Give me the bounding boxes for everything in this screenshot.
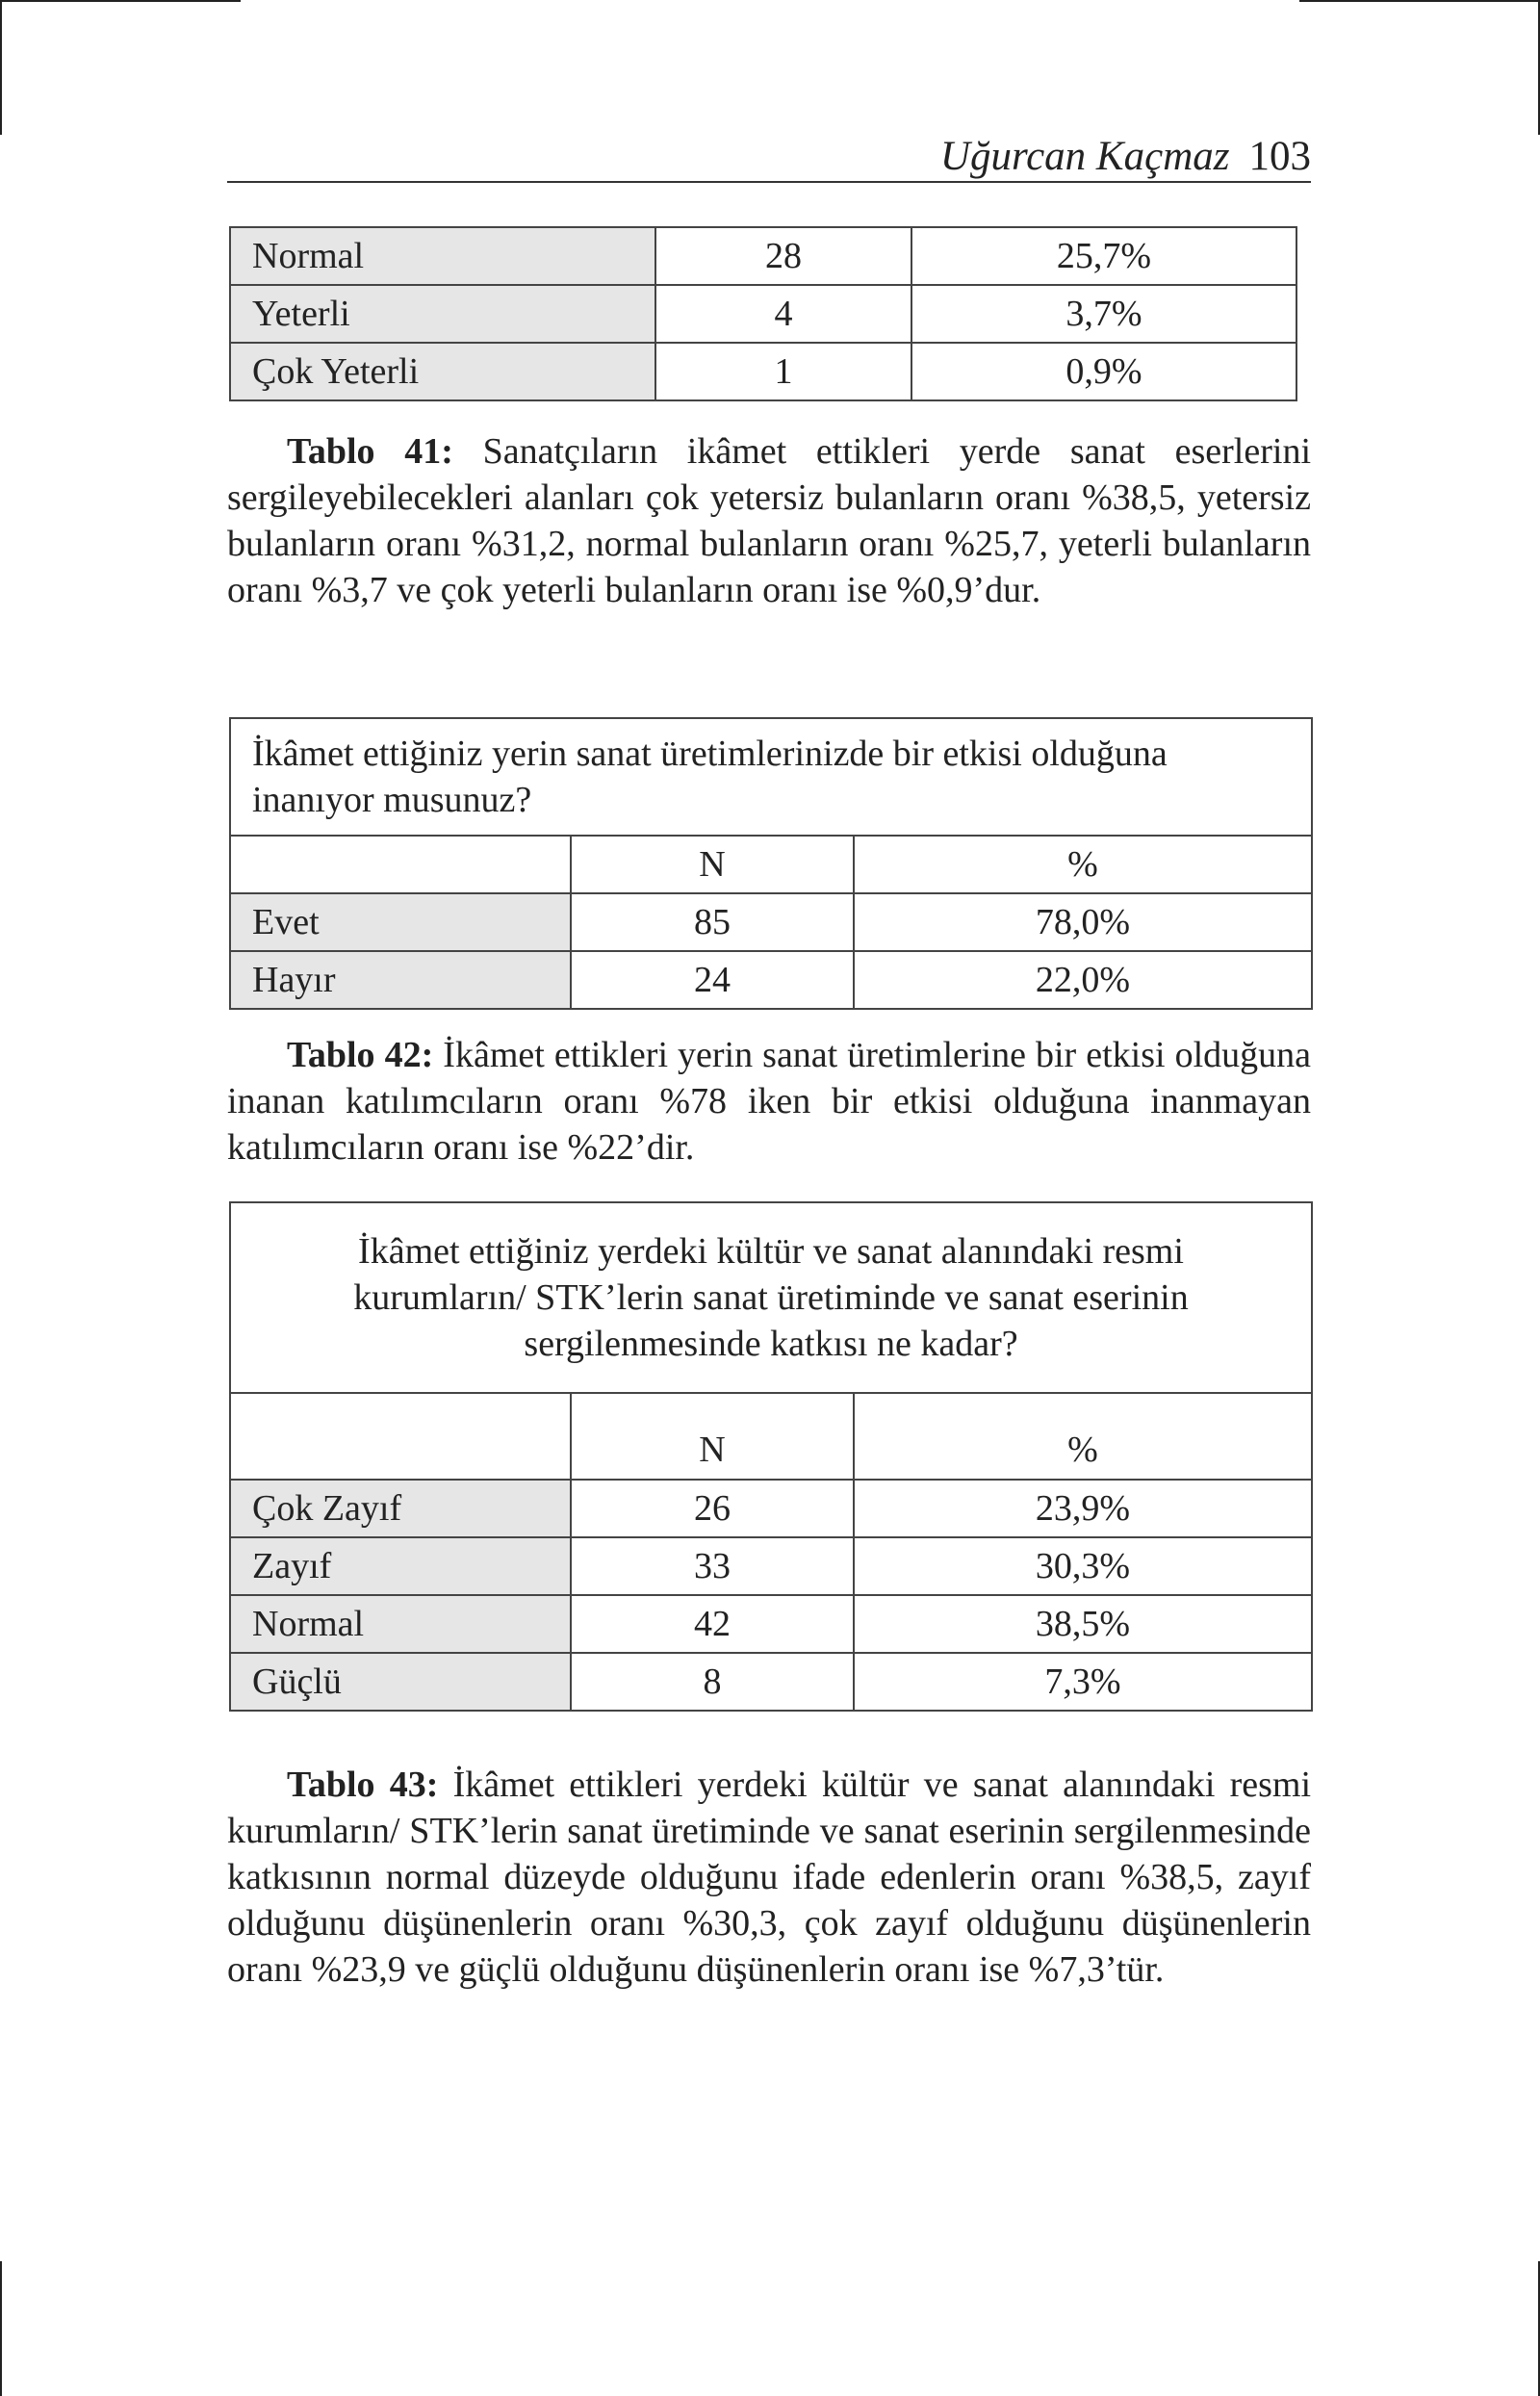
column-header-n: N [571,836,854,893]
row-label: Zayıf [230,1537,571,1595]
paragraph-text: İkâmet ettikleri yerin sanat üretimlerine bir etkisi olduğuna inanan katılımcıların oranı %78 iken bir etkisi olduğuna inanmayan katılımcıların oranı ise %22’dir. [227,1035,1312,1168]
table-caption-label: Tablo 41: [287,431,453,472]
table-row [230,893,1312,951]
table-row [230,285,1296,343]
row-count: 8 [571,1653,854,1711]
row-label: Normal [230,227,655,285]
row-percent: 3,7% [911,285,1296,343]
table-row [230,227,1296,285]
row-count: 1 [655,343,911,400]
table-row [230,1653,1312,1711]
paragraph-text: Sanatçıların ikâmet ettikleri yerde sanat eserlerini sergileyebilecekleri alanları çok yetersiz bulanların oranı %38,5, yetersiz bulanların oranı %31,2, normal bulanların oranı %25,7, yeterli bulanların oranı %3,7 ve çok yeterli bulanların oranı ise %0,9’dur. [227,431,1311,610]
column-header-percent: % [854,1393,1312,1480]
table-row [230,343,1296,400]
row-percent: 7,3% [854,1653,1312,1711]
table-row [230,1537,1312,1595]
empty-header-cell [230,836,571,893]
table-row [230,1480,1312,1537]
row-percent: 23,9% [854,1480,1312,1537]
header-author: Uğurcan Kaçmaz [939,134,1230,179]
row-percent: 78,0% [854,893,1312,951]
row-percent: 25,7% [911,227,1296,285]
table-41-continuation [229,226,1297,401]
crop-mark [1299,0,1540,2]
survey-question: İkâmet ettiğiniz yerdeki kültür ve sanat alanındaki resmi kurumların/ STK’lerin sanat üretiminde ve sanat eserinin sergilenmesinde katkısı ne kadar? [230,1202,1312,1393]
table-row [230,951,1312,1009]
paragraph-table-42 [227,1032,1311,1171]
row-label: Normal [230,1595,571,1653]
column-header-percent: % [854,836,1312,893]
row-label: Yeterli [230,285,655,343]
paragraph-text: İkâmet ettikleri yerdeki kültür ve sanat alanındaki resmi kurumların/ STK’lerin sanat üretiminde ve sanat eserinin sergilenmesinde katkısının normal düzeyde olduğunu ifade edenlerin oranı %38,5, zayıf olduğunu düşünenlerin oranı %30,3, çok zayıf olduğunu düşünenlerin oranı %23,9 ve güçlü olduğunu düşünenlerin oranı ise %7,3’tür. [227,1765,1312,1990]
header-row [230,1393,1312,1480]
column-header-n: N [571,1393,854,1480]
header-row [230,836,1312,893]
crop-mark [0,0,241,2]
row-label: Evet [230,893,571,951]
row-percent: 30,3% [854,1537,1312,1595]
table-row [230,1595,1312,1653]
table-caption-label: Tablo 43: [287,1765,439,1805]
table-caption-label: Tablo 42: [287,1035,434,1075]
question-row [230,1202,1312,1393]
row-count: 42 [571,1595,854,1653]
empty-header-cell [230,1393,571,1480]
row-count: 28 [655,227,911,285]
question-row [230,718,1312,836]
row-percent: 22,0% [854,951,1312,1009]
row-count: 24 [571,951,854,1009]
row-count: 85 [571,893,854,951]
row-label: Çok Zayıf [230,1480,571,1537]
table-43 [229,1201,1313,1712]
row-count: 26 [571,1480,854,1537]
paragraph-table-43 [227,1762,1311,1993]
crop-mark [0,2261,2,2396]
row-percent: 38,5% [854,1595,1312,1653]
row-label: Hayır [230,951,571,1009]
survey-question: İkâmet ettiğiniz yerin sanat üretimlerinizde bir etkisi olduğuna inanıyor musunuz? [230,718,1312,836]
row-percent: 0,9% [911,343,1296,400]
paragraph-table-41 [227,428,1311,613]
table-42 [229,717,1313,1010]
running-header [227,133,1311,183]
row-label: Çok Yeterli [230,343,655,400]
row-count: 4 [655,285,911,343]
page-number: 103 [1248,134,1311,179]
row-count: 33 [571,1537,854,1595]
crop-mark [0,0,2,135]
row-label: Güçlü [230,1653,571,1711]
